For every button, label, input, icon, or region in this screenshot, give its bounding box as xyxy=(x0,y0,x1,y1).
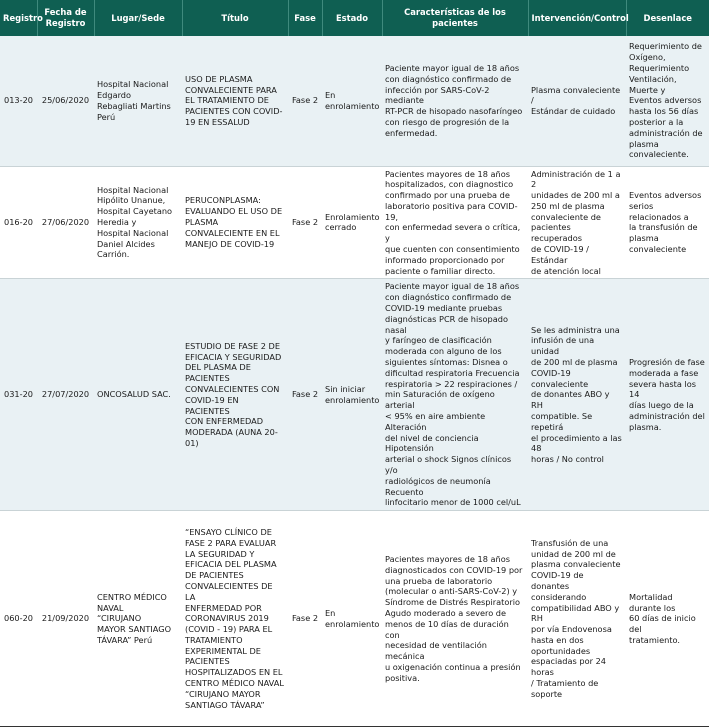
cell-intervencion: Administración de 1 a 2 unidades de 200 ml a 250 ml de plasma convaleciente de pacientes recuperados de COVID-19 / Estándar de atención local xyxy=(528,166,626,279)
cell-caracteristicas: Paciente mayor igual de 18 años con diagnóstico confirmado de COVID-19 mediante pruebas diagnósticas PCR de hisopado nasal y faríngeo de clasificación moderada con alguno de los siguientes síntomas: Disnea o dificultad respiratoria Frecuencia respiratoria > 22 respiraciones / min Saturación de oxígeno arterial < 95% en aire ambiente Alteración del nivel de conciencia Hipotensión arterial o shock Signos clínicos y/o radiológicos de neumonía Recuento linfocitario menor de 1000 cel/uL xyxy=(382,279,528,511)
header-caracteristicas: Características de los pacientes xyxy=(382,0,528,36)
cell-titulo: USO DE PLASMA CONVALECIENTE PARA EL TRATAMIENTO DE PACIENTES CON COVID- 19 EN ESSALUD xyxy=(182,36,288,166)
table-row xyxy=(0,36,709,166)
cell-estado: En enrolamiento xyxy=(322,511,382,727)
table-header xyxy=(0,0,709,36)
cell-fase: Fase 2 xyxy=(288,511,322,727)
cell-titulo: ESTUDIO DE FASE 2 DE EFICACIA Y SEGURIDAD DEL PLASMA DE PACIENTES CONVALECIENTES CON COVID-19 EN PACIENTES CON ENFERMEDAD MODERADA (AUNA 20- 01) xyxy=(182,279,288,511)
cell-registro: 031-20 xyxy=(0,279,37,511)
cell-intervencion: Se les administra una infusión de una unidad de 200 ml de plasma COVID-19 convaleciente de donantes ABO y RH compatible. Se repetirá el procedimiento a las 48 horas / No control xyxy=(528,279,626,511)
cell-desenlace: Progresión de fase moderada a fase severa hasta los 14 días luego de la administración del plasma. xyxy=(626,279,709,511)
cell-fase: Fase 2 xyxy=(288,166,322,279)
cell-titulo: “ENSAYO CLÍNICO DE FASE 2 PARA EVALUAR LA SEGURIDAD Y EFICACIA DEL PLASMA DE PACIENTES CONVALECIENTES DE LA ENFERMEDAD POR CORONAVIRUS 2019 (COVID - 19) PARA EL TRATAMIENTO EXPERIMENTAL DE PACIENTES HOSPITALIZADOS EN EL CENTRO MÉDICO NAVAL “CIRUJANO MAYOR SANTIAGO TÁVARA” xyxy=(182,511,288,727)
cell-desenlace: Mortalidad durante los 60 días de inicio del tratamiento. xyxy=(626,511,709,727)
header-desenlace: Desenlace xyxy=(626,0,709,36)
cell-titulo: PERUCONPLASMA: EVALUANDO EL USO DE PLASMA CONVALECIENTE EN EL MANEJO DE COVID-19 xyxy=(182,166,288,279)
header-row xyxy=(0,0,709,36)
cell-fecha: 25/06/2020 xyxy=(37,36,94,166)
table-row xyxy=(0,166,709,279)
cell-intervencion: Plasma convaleciente / Estándar de cuidado xyxy=(528,36,626,166)
header-fase: Fase xyxy=(288,0,322,36)
header-estado: Estado xyxy=(322,0,382,36)
cell-fase: Fase 2 xyxy=(288,279,322,511)
cell-caracteristicas: Paciente mayor igual de 18 años con diagnóstico confirmado de infección por SARS-CoV-2 mediante RT-PCR de hisopado nasofaríngeo con riesgo de progresión de la enfermedad. xyxy=(382,36,528,166)
cell-lugar: ONCOSALUD SAC. xyxy=(94,279,182,511)
cell-registro: 016-20 xyxy=(0,166,37,279)
cell-estado: Sin iniciar enrolamiento xyxy=(322,279,382,511)
header-registro: Registro xyxy=(0,0,37,36)
cell-fase: Fase 2 xyxy=(288,36,322,166)
cell-estado: Enrolamiento cerrado xyxy=(322,166,382,279)
cell-lugar: CENTRO MÉDICO NAVAL “CIRUJANO MAYOR SANTIAGO TÁVARA” Perú xyxy=(94,511,182,727)
header-intervencion: Intervención/Control xyxy=(528,0,626,36)
cell-lugar: Hospital Nacional Hipólito Unanue, Hospital Cayetano Heredia y Hospital Nacional Daniel Alcides Carrión. xyxy=(94,166,182,279)
cell-desenlace: Eventos adversos serios relacionados a la transfusión de plasma convaleciente xyxy=(626,166,709,279)
cell-intervencion: Transfusión de una unidad de 200 ml de plasma convaleciente COVID-19 de donantes considerando compatibilidad ABO y RH por vía Endovenosa hasta en dos oportunidades espaciadas por 24 horas / Tratamiento de soporte xyxy=(528,511,626,727)
cell-registro: 060-20 xyxy=(0,511,37,727)
cell-fecha: 27/06/2020 xyxy=(37,166,94,279)
cell-estado: En enrolamiento xyxy=(322,36,382,166)
table-row xyxy=(0,279,709,511)
header-fecha-registro: Fecha de Registro xyxy=(37,0,94,36)
cell-caracteristicas: Pacientes mayores de 18 años hospitalizados, con diagnostico confirmado por una prueba de laboratorio positiva para COVID-19, con enfermedad severa o crítica, y que cuenten con consentimiento informado proporcionado por paciente o familiar directo. xyxy=(382,166,528,279)
header-lugar-sede: Lugar/Sede xyxy=(94,0,182,36)
cell-caracteristicas: Pacientes mayores de 18 años diagnosticados con COVID-19 por una prueba de laboratorio (molecular o anti-SARS-CoV-2) y Síndrome de Distrés Respiratorio Agudo moderado a severo de menos de 10 días de duración con necesidad de ventilación mecánica u oxigenación continua a presión positiva. xyxy=(382,511,528,727)
cell-registro: 013-20 xyxy=(0,36,37,166)
cell-desenlace: Requerimiento de Oxígeno, Requerimiento Ventilación, Muerte y Eventos adversos hasta los 56 días posterior a la administración de plasma convaleciente. xyxy=(626,36,709,166)
table-row xyxy=(0,511,709,727)
cell-fecha: 21/09/2020 xyxy=(37,511,94,727)
header-titulo: Título xyxy=(182,0,288,36)
table-body xyxy=(0,36,709,727)
cell-fecha: 27/07/2020 xyxy=(37,279,94,511)
cell-lugar: Hospital Nacional Edgardo Rebagliati Martins Perú xyxy=(94,36,182,166)
